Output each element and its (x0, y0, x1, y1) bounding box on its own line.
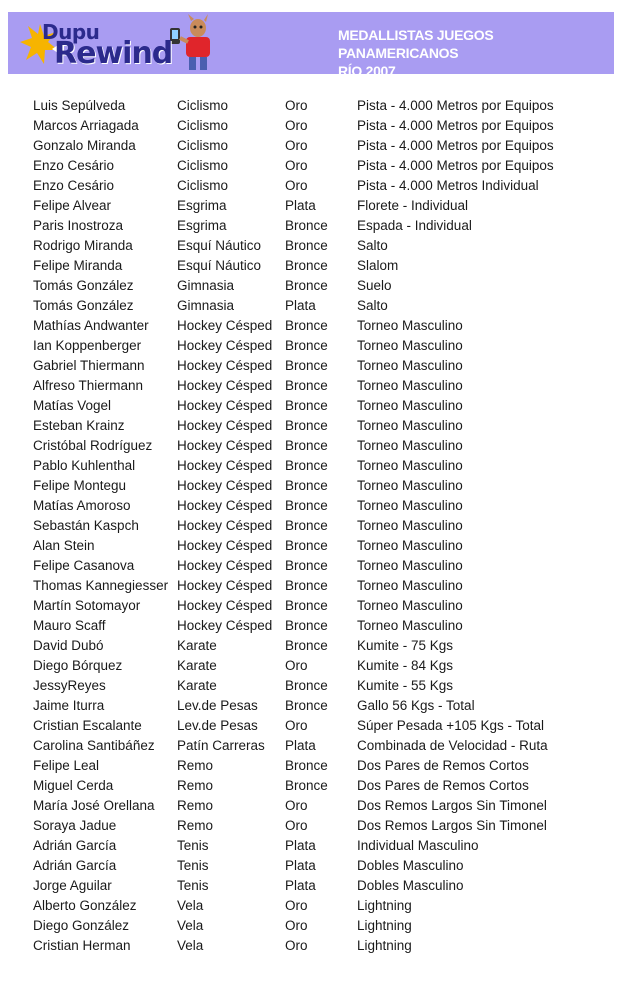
mascot-icon (170, 14, 210, 70)
sport-name: Hockey Césped (177, 378, 273, 393)
medal-type: Bronce (285, 358, 328, 373)
table-row (33, 116, 597, 136)
table-row (33, 856, 597, 876)
medal-type: Bronce (285, 638, 328, 653)
sport-name: Karate (177, 658, 217, 673)
sport-name: Esgrima (177, 198, 227, 213)
athlete-name: Luis Sepúlveda (33, 98, 126, 113)
sport-name: Remo (177, 758, 214, 773)
athlete-name: Marcos Arriagada (33, 118, 139, 133)
event-name: Torneo Masculino (357, 558, 463, 573)
athlete-name: Matías Vogel (33, 398, 112, 413)
table-row (33, 836, 597, 856)
medal-type: Oro (285, 178, 308, 193)
medal-type: Bronce (285, 418, 328, 433)
event-name: Suelo (357, 278, 392, 293)
sport-name: Tenis (177, 838, 209, 853)
event-name: Torneo Masculino (357, 318, 463, 333)
table-row (33, 476, 597, 496)
sport-name: Hockey Césped (177, 598, 273, 613)
sport-name: Gimnasia (177, 278, 235, 293)
sport-name: Vela (177, 918, 204, 933)
header-banner (8, 12, 614, 79)
athlete-name: Matías Amoroso (33, 498, 131, 513)
athlete-name: Gonzalo Miranda (33, 138, 136, 153)
medal-type: Bronce (285, 438, 328, 453)
table-row (33, 656, 597, 676)
event-name: Dos Pares de Remos Cortos (357, 758, 529, 773)
table-row (33, 96, 597, 116)
event-name: Florete - Individual (357, 198, 469, 213)
athlete-name: Jorge Aguilar (33, 878, 112, 893)
table-row (33, 816, 597, 836)
medal-type: Oro (285, 938, 308, 953)
sport-name: Hockey Césped (177, 478, 273, 493)
sport-name: Ciclismo (177, 178, 229, 193)
event-name: Pista - 4.000 Metros por Equipos (357, 118, 554, 133)
medalists-table-body (33, 96, 597, 956)
athlete-name: Tomás González (33, 278, 134, 293)
athlete-name: Diego González (33, 918, 130, 933)
athlete-name: Jaime Iturra (33, 698, 105, 713)
event-name: Kumite - 55 Kgs (357, 678, 454, 693)
sport-name: Hockey Césped (177, 398, 273, 413)
event-name: Combinada de Velocidad - Ruta (357, 738, 548, 753)
event-name: Torneo Masculino (357, 418, 463, 433)
event-name: Torneo Masculino (357, 598, 463, 613)
medal-type: Bronce (285, 698, 328, 713)
athlete-name: Carolina Santibáñez (33, 738, 155, 753)
medal-type: Bronce (285, 458, 328, 473)
medal-type: Bronce (285, 378, 328, 393)
event-name: Kumite - 75 Kgs (357, 638, 454, 653)
sport-name: Hockey Césped (177, 558, 273, 573)
event-name: Torneo Masculino (357, 358, 463, 373)
table-row (33, 716, 597, 736)
athlete-name: Alfreso Thiermann (33, 378, 144, 393)
sport-name: Vela (177, 938, 204, 953)
event-name: Torneo Masculino (357, 438, 463, 453)
table-row (33, 316, 597, 336)
athlete-name: Adrián García (33, 858, 117, 873)
event-name: Pista - 4.000 Metros por Equipos (357, 98, 554, 113)
title-line-2: RÍO 2007 (338, 63, 396, 79)
medal-type: Bronce (285, 258, 328, 273)
event-name: Salto (357, 298, 388, 313)
event-name: Torneo Masculino (357, 378, 463, 393)
medal-type: Plata (285, 198, 316, 213)
medal-type: Plata (285, 838, 316, 853)
medal-type: Bronce (285, 318, 328, 333)
event-name: Torneo Masculino (357, 618, 463, 633)
sport-name: Hockey Césped (177, 358, 273, 373)
table-row (33, 896, 597, 916)
medal-type: Bronce (285, 778, 328, 793)
table-row (33, 516, 597, 536)
sport-name: Ciclismo (177, 138, 229, 153)
table-row (33, 536, 597, 556)
athlete-name: JessyReyes (33, 678, 106, 693)
table-row (33, 916, 597, 936)
athlete-name: Paris Inostroza (33, 218, 124, 233)
medal-type: Bronce (285, 758, 328, 773)
event-name: Torneo Masculino (357, 338, 463, 353)
medal-type: Oro (285, 798, 308, 813)
event-name: Lightning (357, 898, 412, 913)
sport-name: Hockey Césped (177, 498, 273, 513)
event-name: Dos Remos Largos Sin Timonel (357, 818, 547, 833)
athlete-name: Felipe Leal (33, 758, 100, 773)
title-line-1: MEDALLISTAS JUEGOS PANAMERICANOS (338, 27, 494, 61)
athlete-name: Enzo Cesário (33, 158, 115, 173)
sport-name: Tenis (177, 858, 209, 873)
athlete-name: Thomas Kannegiesser (33, 578, 169, 593)
table-row (33, 676, 597, 696)
table-row (33, 336, 597, 356)
athlete-name: Alberto González (33, 898, 137, 913)
table-row (33, 616, 597, 636)
athlete-name: Felipe Alvear (33, 198, 112, 213)
medal-type: Bronce (285, 238, 328, 253)
sport-name: Tenis (177, 878, 209, 893)
sport-name: Hockey Césped (177, 518, 273, 533)
medal-type: Plata (285, 858, 316, 873)
table-row (33, 156, 597, 176)
table-row (33, 556, 597, 576)
event-name: Dobles Masculino (357, 878, 464, 893)
athlete-name: Cristian Escalante (33, 718, 142, 733)
athlete-name: Esteban Krainz (33, 418, 125, 433)
table-row (33, 436, 597, 456)
medal-type: Plata (285, 878, 316, 893)
event-name: Pista - 4.000 Metros Individual (357, 178, 539, 193)
sport-name: Ciclismo (177, 118, 229, 133)
medalists-table (33, 96, 597, 956)
athlete-name: Felipe Casanova (33, 558, 135, 573)
table-row (33, 276, 597, 296)
sport-name: Lev.de Pesas (177, 718, 258, 733)
medal-type: Oro (285, 658, 308, 673)
sport-name: Karate (177, 638, 217, 653)
table-row (33, 496, 597, 516)
event-name: Torneo Masculino (357, 578, 463, 593)
sport-name: Hockey Césped (177, 318, 273, 333)
event-name: Torneo Masculino (357, 398, 463, 413)
table-row (33, 876, 597, 896)
medal-type: Bronce (285, 598, 328, 613)
table-row (33, 416, 597, 436)
sport-name: Hockey Césped (177, 438, 273, 453)
sport-name: Karate (177, 678, 217, 693)
athlete-name: Rodrigo Miranda (33, 238, 133, 253)
table-row (33, 196, 597, 216)
medal-type: Oro (285, 718, 308, 733)
table-row (33, 396, 597, 416)
athlete-name: Alan Stein (33, 538, 95, 553)
event-name: Dos Pares de Remos Cortos (357, 778, 529, 793)
athlete-name: Felipe Miranda (33, 258, 123, 273)
page-title (338, 26, 614, 80)
table-row (33, 236, 597, 256)
athlete-name: Ian Koppenberger (33, 338, 142, 353)
event-name: Torneo Masculino (357, 498, 463, 513)
logo-text-bottom: Rewind (54, 36, 173, 71)
athlete-name: Enzo Cesário (33, 178, 115, 193)
athlete-name: Gabriel Thiermann (33, 358, 145, 373)
athlete-name: Cristóbal Rodríguez (33, 438, 153, 453)
medal-type: Bronce (285, 618, 328, 633)
table-row (33, 576, 597, 596)
athlete-name: Martín Sotomayor (33, 598, 141, 613)
sport-name: Remo (177, 778, 214, 793)
sport-name: Esquí Náutico (177, 238, 262, 253)
event-name: Torneo Masculino (357, 518, 463, 533)
event-name: Lightning (357, 918, 412, 933)
medal-type: Bronce (285, 338, 328, 353)
table-row (33, 176, 597, 196)
sport-name: Hockey Césped (177, 338, 273, 353)
medal-type: Bronce (285, 218, 328, 233)
medal-type: Bronce (285, 558, 328, 573)
table-row (33, 596, 597, 616)
medal-type: Plata (285, 298, 316, 313)
table-row (33, 756, 597, 776)
table-row (33, 136, 597, 156)
table-row (33, 736, 597, 756)
medal-type: Bronce (285, 498, 328, 513)
event-name: Slalom (357, 258, 399, 273)
medal-type: Bronce (285, 478, 328, 493)
medal-type: Bronce (285, 678, 328, 693)
table-row (33, 256, 597, 276)
sport-name: Hockey Césped (177, 578, 273, 593)
event-name: Torneo Masculino (357, 538, 463, 553)
athlete-name: María José Orellana (33, 798, 155, 813)
sport-name: Hockey Césped (177, 458, 273, 473)
table-row (33, 936, 597, 956)
event-name: Pista - 4.000 Metros por Equipos (357, 158, 554, 173)
sport-name: Remo (177, 818, 214, 833)
event-name: Espada - Individual (357, 218, 472, 233)
table-row (33, 296, 597, 316)
table-row (33, 216, 597, 236)
athlete-name: Sebastán Kaspch (33, 518, 139, 533)
athlete-name: Pablo Kuhlenthal (33, 458, 136, 473)
dupu-rewind-logo (18, 14, 218, 72)
table-row (33, 456, 597, 476)
logo-text-top: Dupu (42, 20, 100, 44)
event-name: Torneo Masculino (357, 458, 463, 473)
medal-type: Bronce (285, 278, 328, 293)
medal-type: Oro (285, 918, 308, 933)
sport-name: Esgrima (177, 218, 227, 233)
athlete-name: Miguel Cerda (33, 778, 114, 793)
sport-name: Ciclismo (177, 98, 229, 113)
athlete-name: Felipe Montegu (33, 478, 127, 493)
medal-type: Bronce (285, 518, 328, 533)
athlete-name: David Dubó (33, 638, 104, 653)
athlete-name: Tomás González (33, 298, 134, 313)
sport-name: Ciclismo (177, 158, 229, 173)
event-name: Dos Remos Largos Sin Timonel (357, 798, 547, 813)
sport-name: Vela (177, 898, 204, 913)
event-name: Súper Pesada +105 Kgs - Total (357, 718, 545, 733)
sport-name: Esquí Náutico (177, 258, 262, 273)
table-row (33, 776, 597, 796)
table-row (33, 796, 597, 816)
event-name: Pista - 4.000 Metros por Equipos (357, 138, 554, 153)
athlete-name: Cristian Herman (33, 938, 131, 953)
table-row (33, 356, 597, 376)
sport-name: Gimnasia (177, 298, 235, 313)
medal-type: Bronce (285, 398, 328, 413)
athlete-name: Diego Bórquez (33, 658, 123, 673)
athlete-name: Mauro Scaff (33, 618, 106, 633)
event-name: Kumite - 84 Kgs (357, 658, 454, 673)
medal-type: Oro (285, 138, 308, 153)
event-name: Gallo 56 Kgs - Total (357, 698, 475, 713)
event-name: Torneo Masculino (357, 478, 463, 493)
medal-type: Oro (285, 898, 308, 913)
athlete-name: Mathías Andwanter (33, 318, 149, 333)
medal-type: Bronce (285, 538, 328, 553)
sport-name: Remo (177, 798, 214, 813)
event-name: Dobles Masculino (357, 858, 464, 873)
athlete-name: Adrián García (33, 838, 117, 853)
table-row (33, 376, 597, 396)
sport-name: Hockey Césped (177, 618, 273, 633)
sport-name: Patín Carreras (177, 738, 265, 753)
table-row (33, 696, 597, 716)
sport-name: Hockey Césped (177, 538, 273, 553)
athlete-name: Soraya Jadue (33, 818, 117, 833)
medal-type: Oro (285, 818, 308, 833)
table-row (33, 636, 597, 656)
medal-type: Plata (285, 738, 316, 753)
medal-type: Bronce (285, 578, 328, 593)
medal-type: Oro (285, 98, 308, 113)
sport-name: Lev.de Pesas (177, 698, 258, 713)
medal-type: Oro (285, 158, 308, 173)
medal-type: Oro (285, 118, 308, 133)
event-name: Individual Masculino (357, 838, 479, 853)
sport-name: Hockey Césped (177, 418, 273, 433)
event-name: Lightning (357, 938, 412, 953)
event-name: Salto (357, 238, 388, 253)
